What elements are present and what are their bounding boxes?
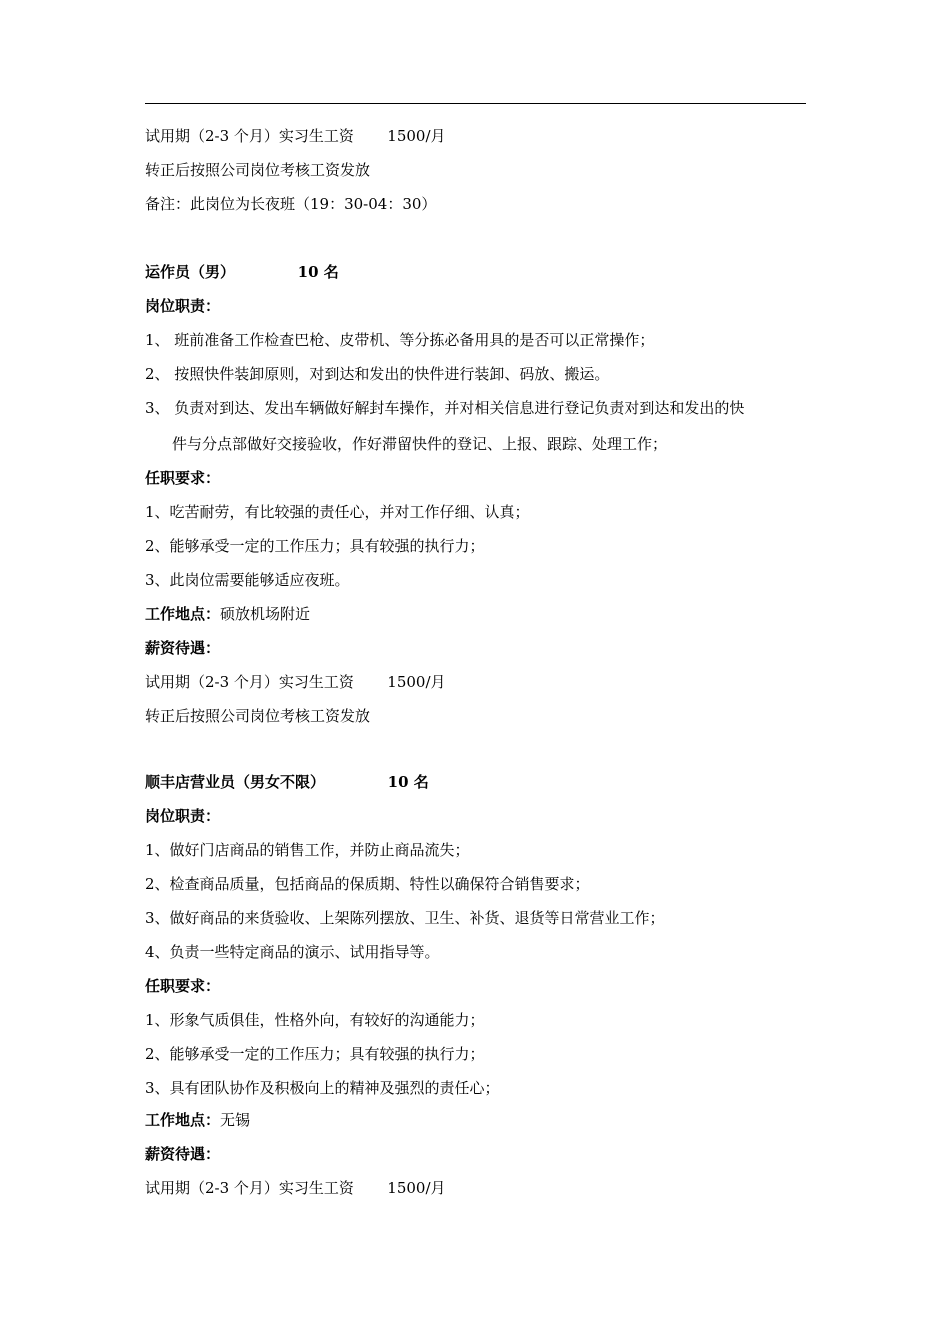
salary-probation-line: 试用期（2-3 个月）实习生工资 1500/月 bbox=[145, 1179, 446, 1197]
section-heading-requirements: 任职要求： bbox=[145, 977, 221, 995]
job-title-operator: 运作员（男） 10 名 bbox=[145, 263, 339, 281]
section-heading-salary: 薪资待遇： bbox=[145, 639, 221, 657]
work-location-value: 无锡 bbox=[220, 1111, 251, 1129]
work-location-value: 硕放机场附近 bbox=[220, 605, 311, 623]
duty-item: 4、负责一些特定商品的演示、试用指导等。 bbox=[145, 943, 440, 961]
section-heading-requirements: 任职要求： bbox=[145, 469, 221, 487]
duty-item: 3、做好商品的来货验收、上架陈列摆放、卫生、补货、退货等日常营业工作； bbox=[145, 909, 665, 927]
duty-item-continued: 件与分点部做好交接验收，作好滞留快件的登记、上报、跟踪、处理工作； bbox=[172, 435, 668, 453]
section-heading-duties: 岗位职责： bbox=[145, 807, 221, 825]
section-heading-duties: 岗位职责： bbox=[145, 297, 221, 315]
duty-item: 1、 班前准备工作检查巴枪、皮带机、等分拣必备用具的是否可以正常操作； bbox=[145, 331, 655, 349]
section-heading-salary: 薪资待遇： bbox=[145, 1145, 221, 1163]
salary-regular-line: 转正后按照公司岗位考核工资发放 bbox=[145, 161, 371, 179]
duty-item: 3、 负责对到达、发出车辆做好解封车操作，并对相关信息进行登记负责对到达和发出的快 bbox=[145, 399, 745, 417]
requirement-item: 2、能够承受一定的工作压力；具有较强的执行力； bbox=[145, 537, 485, 555]
salary-probation-line: 试用期（2-3 个月）实习生工资 1500/月 bbox=[145, 673, 446, 691]
work-location-line bbox=[145, 1110, 250, 1130]
work-location-label: 工作地点： bbox=[145, 1111, 221, 1129]
duty-item: 2、 按照快件装卸原则，对到达和发出的快件进行装卸、码放、搬运。 bbox=[145, 365, 610, 383]
duty-item: 2、检查商品质量，包括商品的保质期、特性以确保符合销售要求； bbox=[145, 875, 590, 893]
work-location-line bbox=[145, 604, 310, 624]
requirement-item: 2、能够承受一定的工作压力；具有较强的执行力； bbox=[145, 1045, 485, 1063]
requirement-item: 3、此岗位需要能够适应夜班。 bbox=[145, 571, 350, 589]
requirement-item: 3、具有团队协作及积极向上的精神及强烈的责任心； bbox=[145, 1079, 500, 1097]
job-title-store-clerk: 顺丰店营业员（男女不限） 10 名 bbox=[145, 773, 429, 791]
salary-regular-line: 转正后按照公司岗位考核工资发放 bbox=[145, 707, 371, 725]
header-rule bbox=[145, 103, 806, 104]
work-location-label: 工作地点： bbox=[145, 605, 221, 623]
requirement-item: 1、形象气质俱佳，性格外向，有较好的沟通能力； bbox=[145, 1011, 485, 1029]
duty-item: 1、做好门店商品的销售工作，并防止商品流失； bbox=[145, 841, 470, 859]
requirement-item: 1、吃苦耐劳，有比较强的责任心，并对工作仔细、认真； bbox=[145, 503, 530, 521]
salary-probation-line: 试用期（2-3 个月）实习生工资 1500/月 bbox=[145, 127, 446, 145]
shift-note: 备注：此岗位为长夜班（19：30-04：30） bbox=[145, 195, 437, 213]
